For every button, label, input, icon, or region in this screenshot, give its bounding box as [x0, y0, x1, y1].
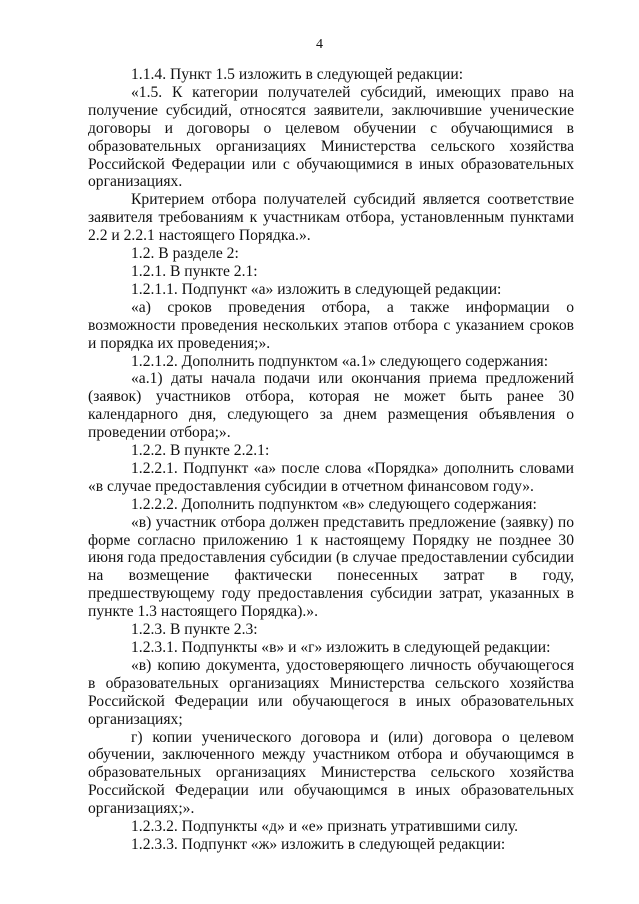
paragraph-subitem-v: «в) участник отбора должен представить предложение (заявку) по форме согласно приложению 1 к настоящему Порядку не позднее 30 июня года предоставления субсидии (в случае предоставлении субсидии на возмещение фактически понесенных затрат в году, предшествующему году предоставления субсидии затрат, указанных в пункте 1.3 настоящего Порядка).». [88, 513, 574, 621]
page-number: 4 [316, 37, 323, 52]
paragraph-1-5: «1.5. К категории получателей субсидий, имеющих право на получение субсидий, относятся заявители, заключившие ученические договоры и договоры о целевом обучении с обучающимися в образовательных организациях Министерства сельского хозяйства Российской Федерации или с обучающимися в иных образовательных организациях. [88, 83, 574, 191]
paragraph-1-2-2-2: 1.2.2.2. Дополнить подпунктом «в» следующего содержания: [131, 495, 537, 513]
paragraph-1-2-1-2: 1.2.1.2. Дополнить подпунктом «а.1» следующего содержания: [131, 352, 549, 370]
paragraph-1-2-1: 1.2.1. В пункте 2.1: [131, 262, 258, 280]
paragraph-selection-criterion: Критерием отбора получателей субсидий является соответствие заявителя требованиям к участникам отбора, установленным пунктами 2.2 и 2.2.1 настоящего Порядка.». [88, 191, 574, 245]
paragraph-subitem-g: г) копии ученического договора и (или) договора о целевом обучении, заключенного между участником отбора и обучающимся в образовательных организациях Министерства сельского хозяйства Российской Федерации или обучающимся в иных образовательных организациях;». [88, 728, 574, 818]
paragraph-1-2-2-1: 1.2.2.1. Подпункт «а» после слова «Порядка» дополнить словами «в случае предоставления субсидии в отчетном финансовом году». [88, 459, 574, 495]
paragraph-subitem-a1: «а.1) даты начала подачи или окончания приема предложений (заявок) участников отбора, которая не может быть ранее 30 календарного дня, следующего за днем размещения объявления о проведении отбора;». [88, 370, 574, 442]
paragraph-1-2-3-1: 1.2.3.1. Подпункты «в» и «г» изложить в следующей редакции: [131, 639, 551, 656]
paragraph-1-1-4: 1.1.4. Пункт 1.5 изложить в следующей редакции: [131, 66, 464, 83]
paragraph-subitem-a: «а) сроков проведения отбора, а также информации о возможности проведения нескольких этапов отбора с указанием сроков и порядка их проведения;». [88, 298, 574, 352]
document-body [88, 66, 574, 854]
paragraph-1-2-1-1: 1.2.1.1. Подпункт «а» изложить в следующей редакции: [131, 280, 502, 298]
paragraph-1-2-3-3: 1.2.3.3. Подпункт «ж» изложить в следующей редакции: [131, 835, 506, 853]
paragraph-1-2-3-2: 1.2.3.2. Подпункты «д» и «е» признать утратившими силу. [131, 818, 518, 836]
paragraph-1-2-2: 1.2.2. В пункте 2.2.1: [131, 442, 270, 460]
paragraph-1-2: 1.2. В разделе 2: [131, 245, 239, 263]
paragraph-subitem-v-copy: «в) копию документа, удостоверяющего личность обучающегося в образовательных организациях Министерства сельского хозяйства Российской Федерации или обучающегося в иных образовательных организациях; [88, 656, 574, 728]
paragraph-1-2-3: 1.2.3. В пункте 2.3: [131, 621, 258, 639]
